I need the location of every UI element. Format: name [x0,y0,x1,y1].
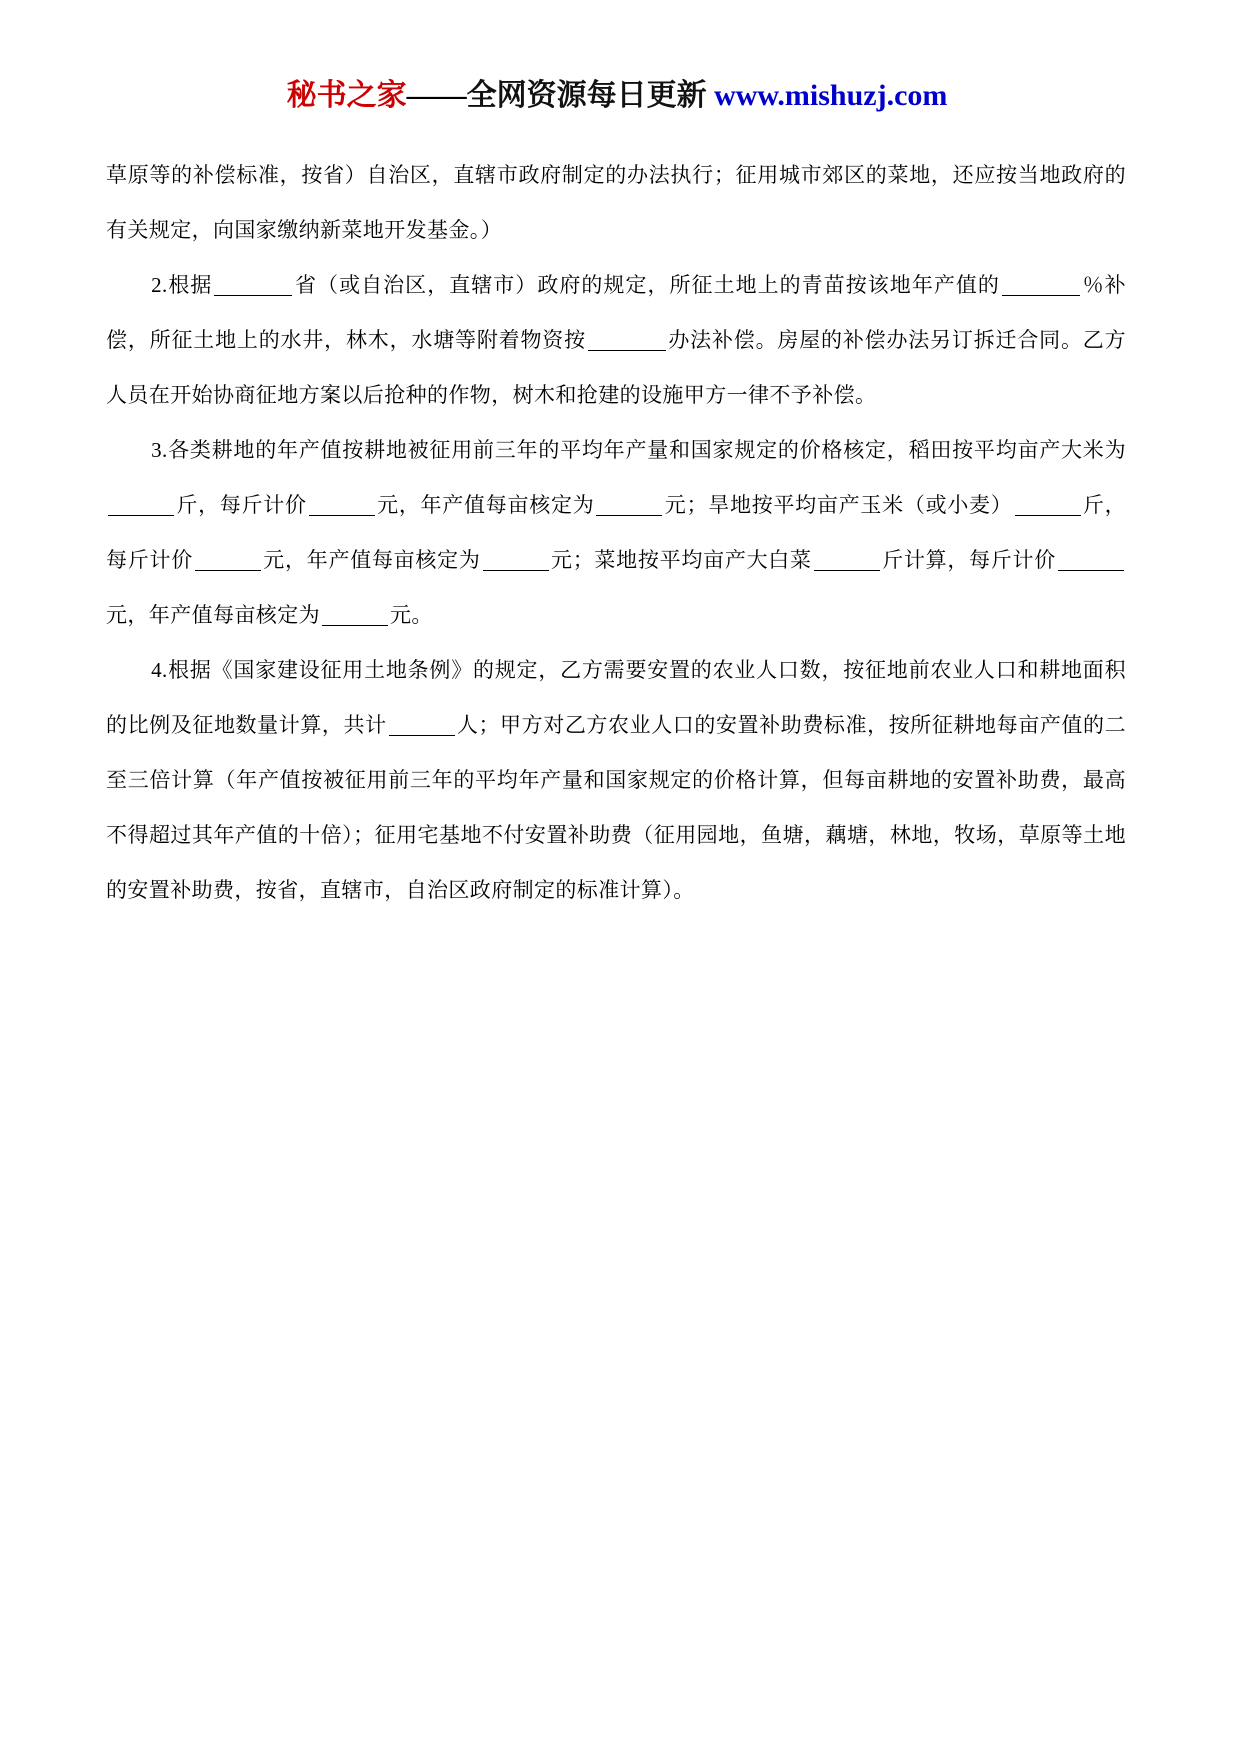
fill-in-blank[interactable] [1058,548,1124,571]
paragraph-text: ％补偿，所征土地上的水井，林木，水塘等附着物资按 [106,273,1126,353]
site-url[interactable]: www.mishuzj.com [714,79,948,112]
brand-dash: —— [406,79,467,112]
paragraph-text: 3.各类耕地的年产值按耕地被征用前三年的平均年产量和国家规定的价格核定，稻田按平均亩产大米为 [151,438,1126,463]
fill-in-blank[interactable] [309,493,375,516]
fill-in-blank[interactable] [389,713,455,736]
brand-name: 秘书之家 [286,79,407,112]
document-body [100,148,1134,918]
paragraph-text: 草原等的补偿标准，按省）自治区，直辖市政府制定的办法执行；征用城市郊区的菜地，还应按当地政府的有关规定，向国家缴纳新菜地开发基金。） [106,163,1126,243]
paragraph [106,258,1126,423]
paragraph-text: 省（或自治区，直辖市）政府的规定，所征土地上的青苗按该地年产值的 [294,273,1000,298]
site-banner [100,78,1134,114]
paragraph [106,148,1126,258]
paragraph-text: 4.根据《国家建设征用土地条例》的规定，乙方需要安置的农业人口数，按征地前农业人口和耕地面积的比例及征地数量计算，共计 [106,658,1126,738]
paragraph-text: 办法补偿。房屋的补偿办法另订拆迁合同。乙方人员在开始协商征地方案以后抢种的作物，树木和抢建的设施甲方一律不予补偿。 [106,328,1126,408]
fill-in-blank[interactable] [814,548,880,571]
paragraph-text: 斤，每斤计价 [106,493,1127,573]
paragraph-text: 元，年产值每亩核定为 [106,603,320,628]
fill-in-blank[interactable] [596,493,662,516]
paragraph-text: 斤计算，每斤计价 [881,548,1056,573]
fill-in-blank[interactable] [195,548,261,571]
fill-in-blank[interactable] [588,328,666,351]
paragraph-text: 2.根据 [151,273,213,298]
brand-tagline: 全网资源每日更新 [466,79,707,112]
paragraph-text: 人；甲方对乙方农业人口的安置补助费标准，按所征耕地每亩产值的二至三倍计算（年产值按被征用前三年的平均年产量和国家规定的价格计算，但每亩耕地的安置补助费，最高不得超过其年产值的十倍）；征用宅基地不付安置补助费（征用园地，鱼塘，藕塘，林地，牧场，草原等土地的安置补助费，按省，直辖市，自治区政府制定的标准计算）。 [106,713,1126,903]
paragraph-text: 元；旱地按平均亩产玉米（或小麦） [664,493,1013,518]
paragraph-text: 元；菜地按平均亩产大白菜 [550,548,812,573]
paragraph-text: 元。 [390,603,433,628]
fill-in-blank[interactable] [214,273,292,296]
paragraph [106,643,1126,918]
paragraph [106,423,1126,643]
fill-in-blank[interactable] [1002,273,1080,296]
paragraph-text: 斤，每斤计价 [176,493,307,518]
fill-in-blank[interactable] [483,548,549,571]
paragraph-text: 元，年产值每亩核定为 [376,493,595,518]
fill-in-blank[interactable] [108,493,174,516]
fill-in-blank[interactable] [322,603,388,626]
fill-in-blank[interactable] [1015,493,1081,516]
paragraph-text: 元，年产值每亩核定为 [262,548,481,573]
